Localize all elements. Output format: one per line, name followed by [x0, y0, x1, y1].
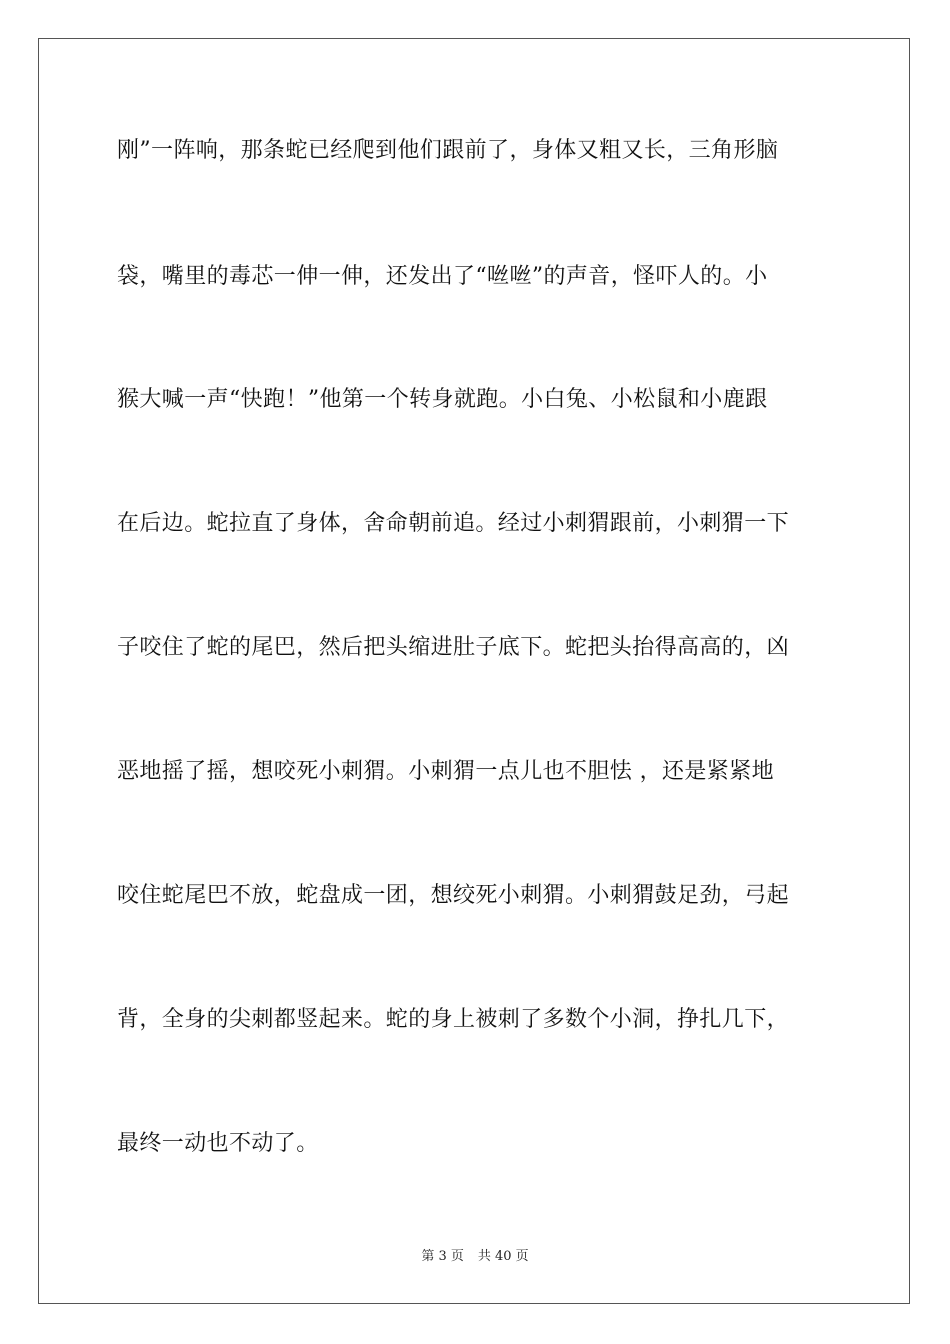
text-line: 袋，嘴里的毒芯一伸一伸，还发出了“咝咝”的声音，怪吓人的。小 [117, 264, 768, 289]
text-line: 子咬住了蛇的尾巴，然后把头缩进肚子底下。蛇把头抬得高高的，凶 [117, 635, 790, 660]
text-line: 猴大喊一声“快跑！”他第一个转身就跑。小白兔、小松鼠和小鹿跟 [117, 387, 768, 412]
text-line: 刚”一阵响，那条蛇已经爬到他们跟前了，身体又粗又长，三角形脑 [117, 138, 779, 163]
text-line: 背，全身的尖刺都竖起来。蛇的身上被刺了多数个小洞，挣扎几下， [117, 1007, 790, 1032]
text-line: 最终一动也不动了。 [117, 1131, 319, 1156]
page-border [38, 38, 910, 1304]
page-total: 共 40 页 [477, 1249, 529, 1264]
text-line: 在后边。蛇拉直了身体，舍命朝前追。经过小刺猬跟前，小刺猬一下 [117, 511, 790, 536]
text-line: 恶地摇了摇，想咬死小刺猬。小刺猬一点儿也不胆怯 ，还是紧紧地 [117, 759, 774, 784]
page-number: 第 3 页 [421, 1249, 464, 1264]
text-line: 咬住蛇尾巴不放，蛇盘成一团，想绞死小刺猬。小刺猬鼓足劲，弓起 [117, 883, 790, 908]
page-footer [0, 1248, 950, 1266]
